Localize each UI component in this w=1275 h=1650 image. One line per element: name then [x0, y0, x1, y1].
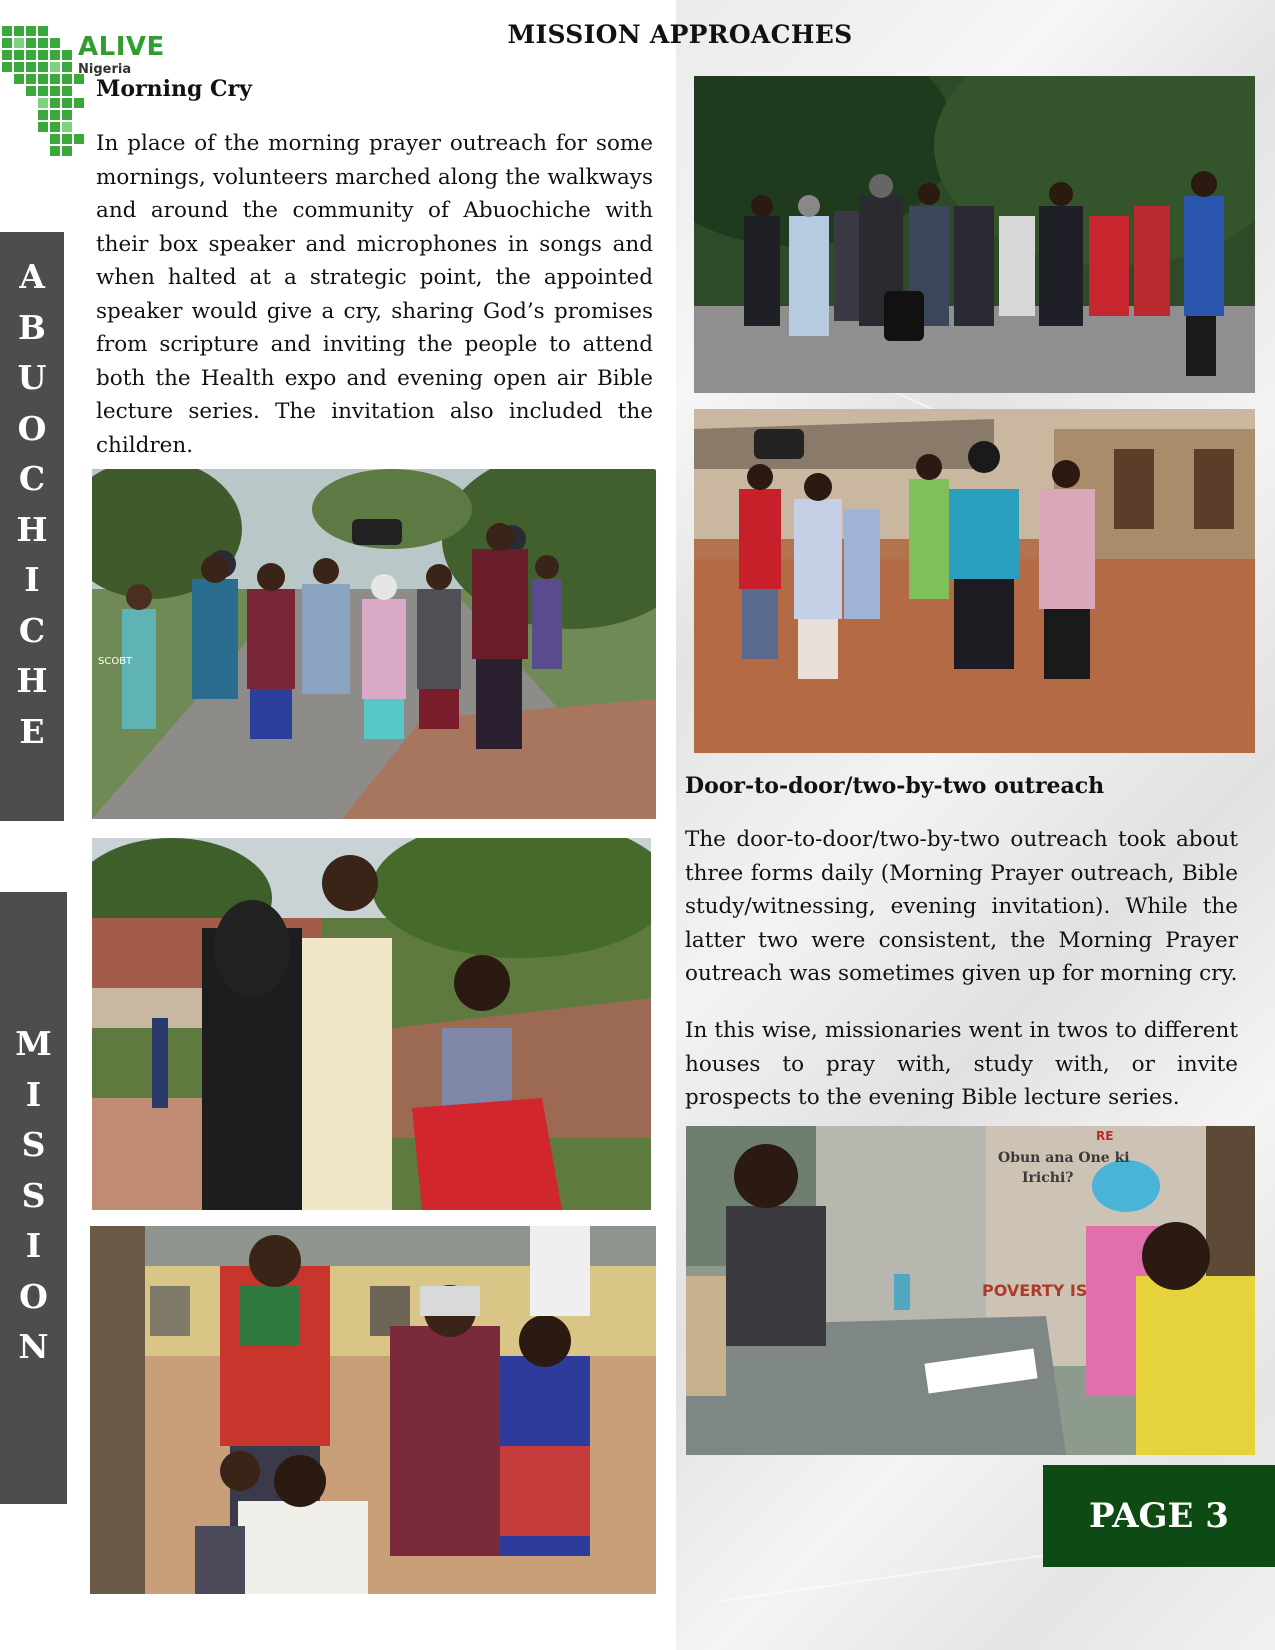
- side-tab-letter: U: [17, 358, 47, 397]
- side-tab-letter: I: [25, 1074, 42, 1114]
- morning-cry-body: In place of the morning prayer outreach for some mornings, volunteers marched along the walkways and around the community of Abuochiche with their box speaker and microphones in songs and when halted at a strategic point, the appointed speaker would give a cry, sharing God’s promises from scripture and inviting the people to attend both the Health expo and evening open air Bible lecture series. The invitation also included the children.: [96, 131, 653, 458]
- side-tab-letters: [0, 1019, 67, 1373]
- photo-morning-cry-march: [92, 469, 656, 819]
- page-title: MISSION APPROACHES: [507, 20, 853, 49]
- side-tab-letter: S: [21, 1175, 46, 1215]
- side-tab-letter: O: [17, 408, 47, 448]
- side-tab-letter: N: [18, 1327, 49, 1366]
- side-tab-letter: S: [21, 1125, 46, 1164]
- side-tab-letter: C: [18, 610, 46, 650]
- photo-bible-study-yard: [90, 1226, 656, 1594]
- photo-witnessing-group: [92, 838, 651, 1210]
- side-tab-letter: H: [16, 661, 48, 700]
- side-tab-letter: B: [18, 307, 46, 347]
- side-tab-letter: I: [24, 560, 40, 599]
- side-tab-letters: [0, 252, 64, 757]
- page-number-badge: PAGE 3: [1043, 1465, 1275, 1567]
- side-tab-mission: [0, 892, 67, 1504]
- sign-text: Obun ana One ki: [998, 1150, 1130, 1166]
- door-to-door-heading: Door-to-door/two-by-two outreach: [685, 773, 1105, 799]
- side-tab-abuochiche: [0, 232, 64, 821]
- sign-text: Irichi?: [1022, 1170, 1074, 1186]
- side-tab-letter: O: [19, 1276, 48, 1316]
- logo-subtitle: Nigeria: [78, 62, 132, 77]
- side-tab-letter: C: [18, 459, 46, 498]
- photo-group-with-speaker: [694, 76, 1255, 393]
- side-tab-letter: A: [19, 257, 45, 296]
- door-to-door-paragraph-1: The door-to-door/two-by-two outreach took about three forms daily (Morning Prayer outreach, Bible study/witnessing, evening invitation). While the latter two were consistent, the Morning Prayer outreach was sometimes given up for morning cry.: [685, 827, 1238, 986]
- logo-title: ALIVE: [78, 32, 165, 62]
- shirt-text: SCOBT: [98, 656, 133, 667]
- morning-cry-heading: Morning Cry: [96, 76, 252, 102]
- sign-text: RE: [1096, 1129, 1114, 1143]
- africa-map-icon: [0, 18, 90, 168]
- door-to-door-paragraph-2: In this wise, missionaries went in twos to different houses to pray with, study with, or invite prospects to the evening Bible lecture series.: [685, 1018, 1238, 1110]
- sign-text: POVERTY IS: [982, 1281, 1088, 1300]
- side-tab-letter: H: [16, 509, 48, 549]
- side-tab-letter: E: [19, 711, 45, 751]
- side-tab-letter: I: [25, 1226, 42, 1265]
- side-tab-letter: M: [15, 1024, 52, 1063]
- photo-village-walk: [694, 409, 1255, 753]
- photo-table-study: [686, 1126, 1255, 1455]
